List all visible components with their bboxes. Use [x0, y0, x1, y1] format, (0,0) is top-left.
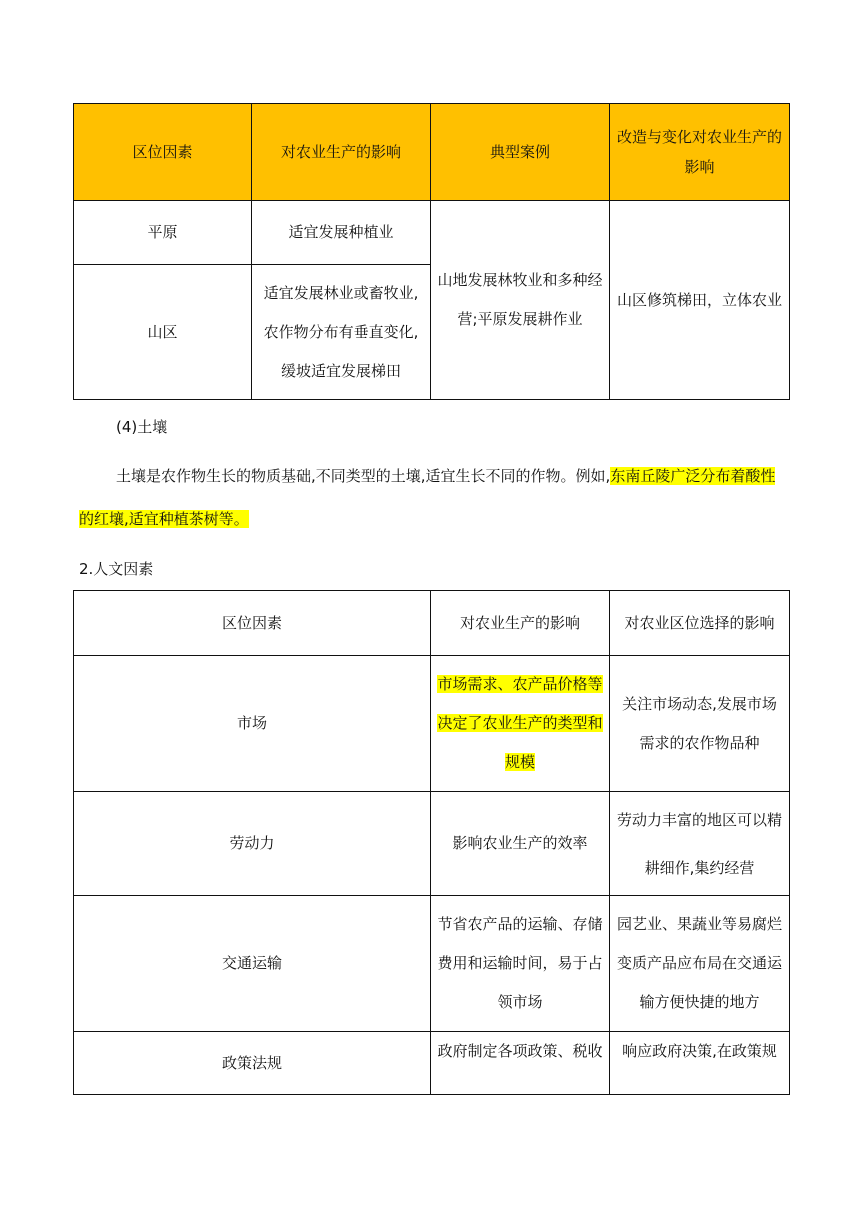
highlighted-text: 的红壤,适宜种植茶树等。 — [79, 510, 249, 528]
change-cell: 山区修筑梯田，立体农业 — [610, 201, 790, 400]
choice-line: 变质产品应布局在交通运 — [616, 954, 782, 972]
choice-line: 园艺业、果蔬业等易腐烂 — [616, 915, 782, 933]
header-cell: 对农业生产的影响 — [431, 591, 610, 656]
choice-line: 劳动力丰富的地区可以精 — [616, 810, 782, 829]
header-cell: 典型案例 — [431, 104, 610, 201]
choice-cell — [610, 792, 790, 896]
choice-line: 关注市场动态,发展市场 — [622, 694, 777, 713]
table-row — [74, 792, 790, 896]
table-row — [74, 201, 790, 265]
factor-cell: 市场 — [74, 656, 431, 792]
impact-cell: 影响农业生产的效率 — [431, 792, 610, 896]
case-line: 营;平原发展耕作业 — [457, 310, 583, 328]
impact-cell — [252, 265, 431, 400]
natural-factors-table — [73, 103, 790, 400]
choice-line: 输方便快捷的地方 — [639, 993, 760, 1011]
impact-cell: 政府制定各项政策、税收 — [431, 1032, 610, 1095]
section-title: 2.人文因素 — [79, 560, 154, 578]
case-cell — [431, 201, 610, 400]
case-line: 山地发展林牧业和多种经 — [437, 271, 603, 289]
soil-paragraph — [79, 455, 789, 541]
factor-cell: 政策法规 — [74, 1032, 431, 1095]
header-cell: 区位因素 — [74, 104, 252, 201]
highlighted-text: 规模 — [504, 753, 535, 771]
header-cell: 对农业区位选择的影响 — [610, 591, 790, 656]
header-cell: 对农业生产的影响 — [252, 104, 431, 201]
choice-line: 需求的农作物品种 — [639, 733, 760, 752]
impact-line: 农作物分布有垂直变化, — [263, 322, 419, 341]
impact-line: 缓坡适宜发展梯田 — [280, 361, 401, 380]
impact-cell — [431, 896, 610, 1032]
table-row — [74, 896, 790, 1032]
factor-cell: 山区 — [74, 265, 252, 400]
soil-line-2 — [79, 498, 789, 541]
impact-line: 领市场 — [497, 993, 543, 1011]
header-cell: 改造与变化对农业生产的影响 — [610, 104, 790, 201]
choice-cell — [610, 896, 790, 1032]
impact-line: 费用和运输时间，易于占 — [437, 954, 603, 972]
table-header-row — [74, 104, 790, 201]
impact-line: 节省农产品的运输、存储 — [437, 915, 603, 933]
impact-line: 适宜发展林业或畜牧业, — [263, 283, 419, 302]
human-factors-table — [73, 590, 790, 1095]
highlighted-text: 东南丘陵广泛分布着酸性 — [610, 467, 776, 485]
choice-cell: 响应政府决策,在政策规 — [610, 1032, 790, 1095]
highlighted-text: 市场需求、农产品价格等 — [437, 675, 603, 693]
factor-cell: 平原 — [74, 201, 252, 265]
soil-line-1 — [79, 455, 789, 498]
soil-heading: (4)土壤 — [116, 418, 168, 436]
table-header-row — [74, 591, 790, 656]
choice-line: 耕细作,集约经营 — [644, 858, 755, 877]
soil-text: 土壤是农作物生长的物质基础,不同类型的土壤,适宜生长不同的作物。例如, — [116, 467, 611, 485]
choice-cell — [610, 656, 790, 792]
impact-cell — [431, 656, 610, 792]
table-row — [74, 1032, 790, 1095]
table-row — [74, 656, 790, 792]
factor-cell: 交通运输 — [74, 896, 431, 1032]
impact-cell: 适宜发展种植业 — [252, 201, 431, 265]
header-cell: 区位因素 — [74, 591, 431, 656]
factor-cell: 劳动力 — [74, 792, 431, 896]
highlighted-text: 决定了农业生产的类型和 — [437, 714, 603, 732]
